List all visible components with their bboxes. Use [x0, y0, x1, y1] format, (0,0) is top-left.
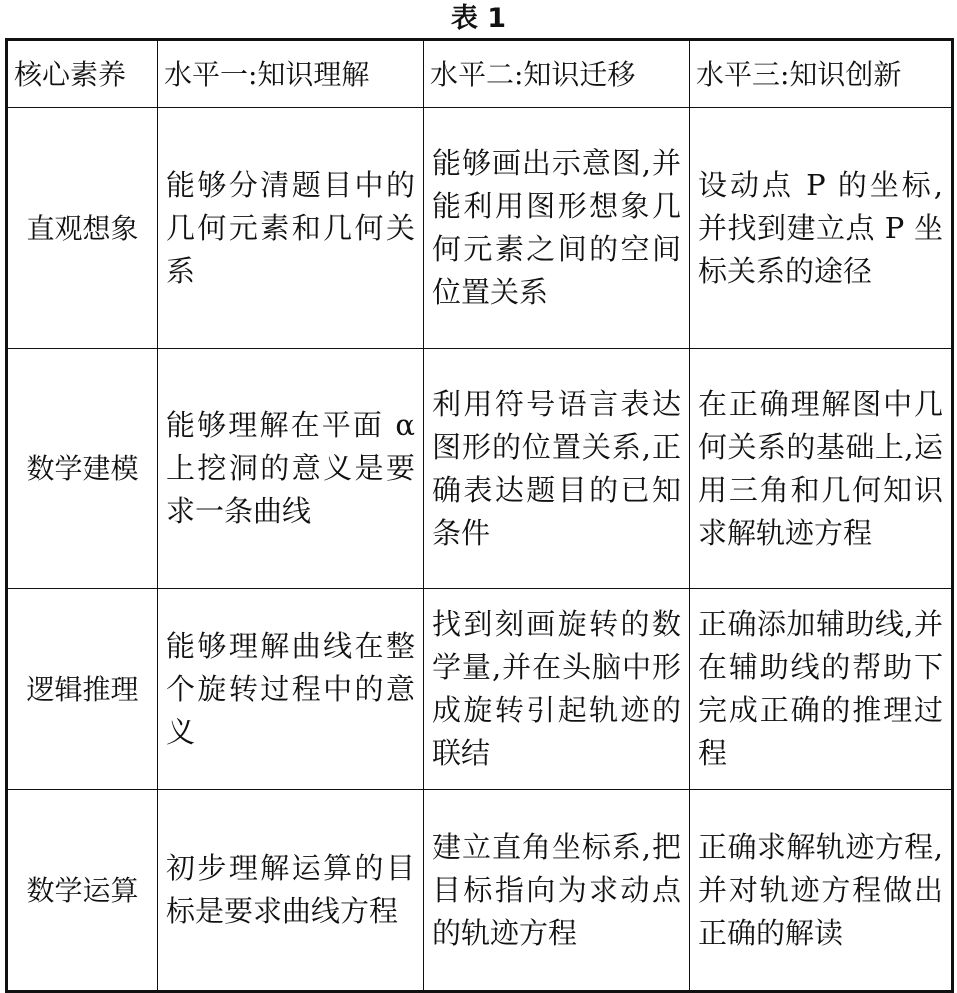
- level-three-cell: 正确添加辅助线,并在辅助线的帮助下完成正确的推理过程: [690, 589, 953, 790]
- header-core-literacy: 核心素养: [7, 40, 158, 108]
- header-level-two: 水平二:知识迁移: [424, 40, 690, 108]
- level-one-cell: 能够理解在平面 α 上挖洞的意义是要求一条曲线: [158, 349, 424, 589]
- row-aspect-cell: 逻辑推理: [7, 589, 158, 790]
- level-three-cell: 在正确理解图中几何关系的基础上,运用三角和几何知识求解轨迹方程: [690, 349, 953, 589]
- table-row: [7, 349, 953, 589]
- level-one-cell: 能够理解曲线在整个旋转过程中的意义: [158, 589, 424, 790]
- level-two-cell: 利用符号语言表达图形的位置关系,正确表达题目的已知条件: [424, 349, 690, 589]
- level-two-cell: 能够画出示意图,并能利用图形想象几何元素之间的空间位置关系: [424, 108, 690, 349]
- level-two-cell: 建立直角坐标系,把目标指向为求动点的轨迹方程: [424, 790, 690, 992]
- level-one-cell: 能够分清题目中的几何元素和几何关系: [158, 108, 424, 349]
- header-level-three: 水平三:知识创新: [690, 40, 953, 108]
- literacy-levels-table: [5, 38, 954, 993]
- table-row: [7, 790, 953, 992]
- row-aspect-cell: 数学建模: [7, 349, 158, 589]
- level-two-cell: 找到刻画旋转的数学量,并在头脑中形成旋转引起轨迹的联结: [424, 589, 690, 790]
- level-three-cell: 设动点 P 的坐标,并找到建立点 P 坐标关系的途径: [690, 108, 953, 349]
- row-aspect-cell: 直观想象: [7, 108, 158, 349]
- row-aspect-cell: 数学运算: [7, 790, 158, 992]
- table-caption: 表 1: [450, 3, 507, 34]
- table-row: [7, 589, 953, 790]
- table-row: [7, 108, 953, 349]
- header-level-one: 水平一:知识理解: [158, 40, 424, 108]
- level-one-cell: 初步理解运算的目标是要求曲线方程: [158, 790, 424, 992]
- level-three-cell: 正确求解轨迹方程,并对轨迹方程做出正确的解读: [690, 790, 953, 992]
- header-row: [7, 40, 953, 108]
